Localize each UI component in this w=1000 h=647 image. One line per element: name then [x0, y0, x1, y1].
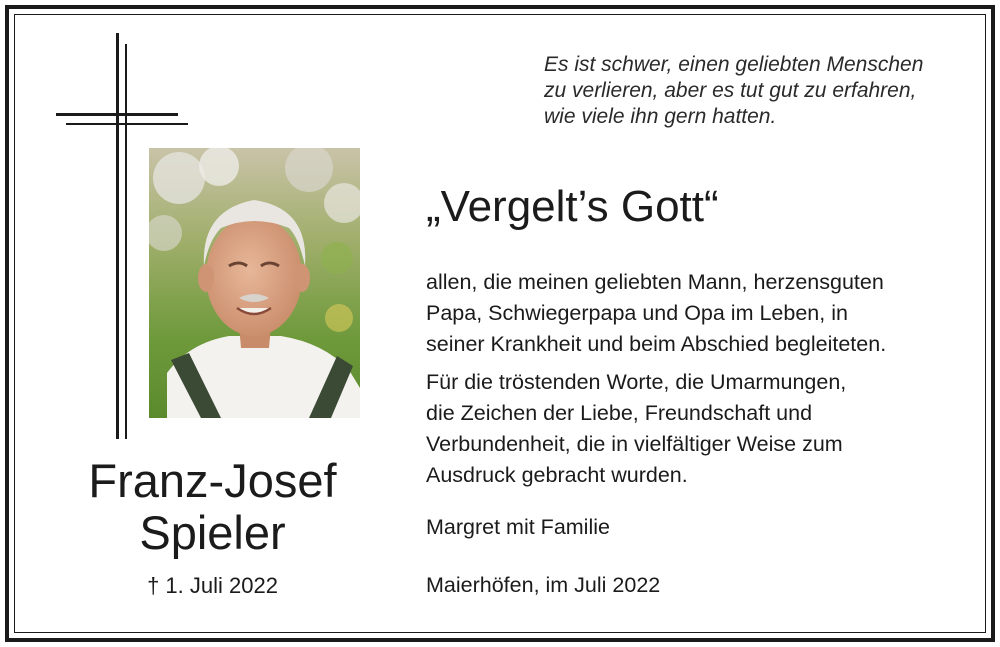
- paragraph-line: die Zeichen der Liebe, Freundschaft und: [426, 401, 813, 425]
- motto-line: Es ist schwer, einen geliebten Menschen: [544, 53, 924, 76]
- paragraph-line: Für die tröstenden Worte, die Umarmungen,: [426, 370, 847, 394]
- motto-line: wie viele ihn gern hatten.: [544, 105, 777, 128]
- paragraph-line: seiner Krankheit und beim Abschied begleiteten.: [426, 332, 887, 356]
- motto-line: zu verlieren, aber es tut gut zu erfahren,: [544, 79, 917, 102]
- paragraph-line: Ausdruck gebracht wurden.: [426, 463, 688, 487]
- death-date: † 1. Juli 2022: [147, 573, 278, 598]
- signature: Margret mit Familie: [426, 515, 610, 539]
- cross-vertical-line-shadow: [125, 44, 127, 439]
- cross-horizontal-line: [56, 113, 178, 116]
- motto-quote: [544, 52, 964, 130]
- place-date: Maierhöfen, im Juli 2022: [426, 573, 661, 597]
- paragraph-line: Verbundenheit, die in vielfältiger Weise zum: [426, 432, 843, 456]
- deceased-first-name: Franz-Josef: [88, 454, 337, 507]
- thanks-heading: „Vergelt’s Gott“: [426, 182, 719, 231]
- cross-vertical-line: [116, 33, 119, 439]
- portrait-photo: [149, 148, 360, 418]
- cross-horizontal-line-shadow: [66, 123, 188, 125]
- paragraph-line: Papa, Schwiegerpapa und Opa im Leben, in: [426, 301, 848, 325]
- deceased-name: [40, 455, 385, 559]
- thanks-paragraph-2: [426, 367, 966, 491]
- thanks-paragraph-1: [426, 267, 966, 360]
- paragraph-line: allen, die meinen geliebten Mann, herzensguten: [426, 270, 884, 294]
- deceased-last-name: Spieler: [139, 506, 286, 559]
